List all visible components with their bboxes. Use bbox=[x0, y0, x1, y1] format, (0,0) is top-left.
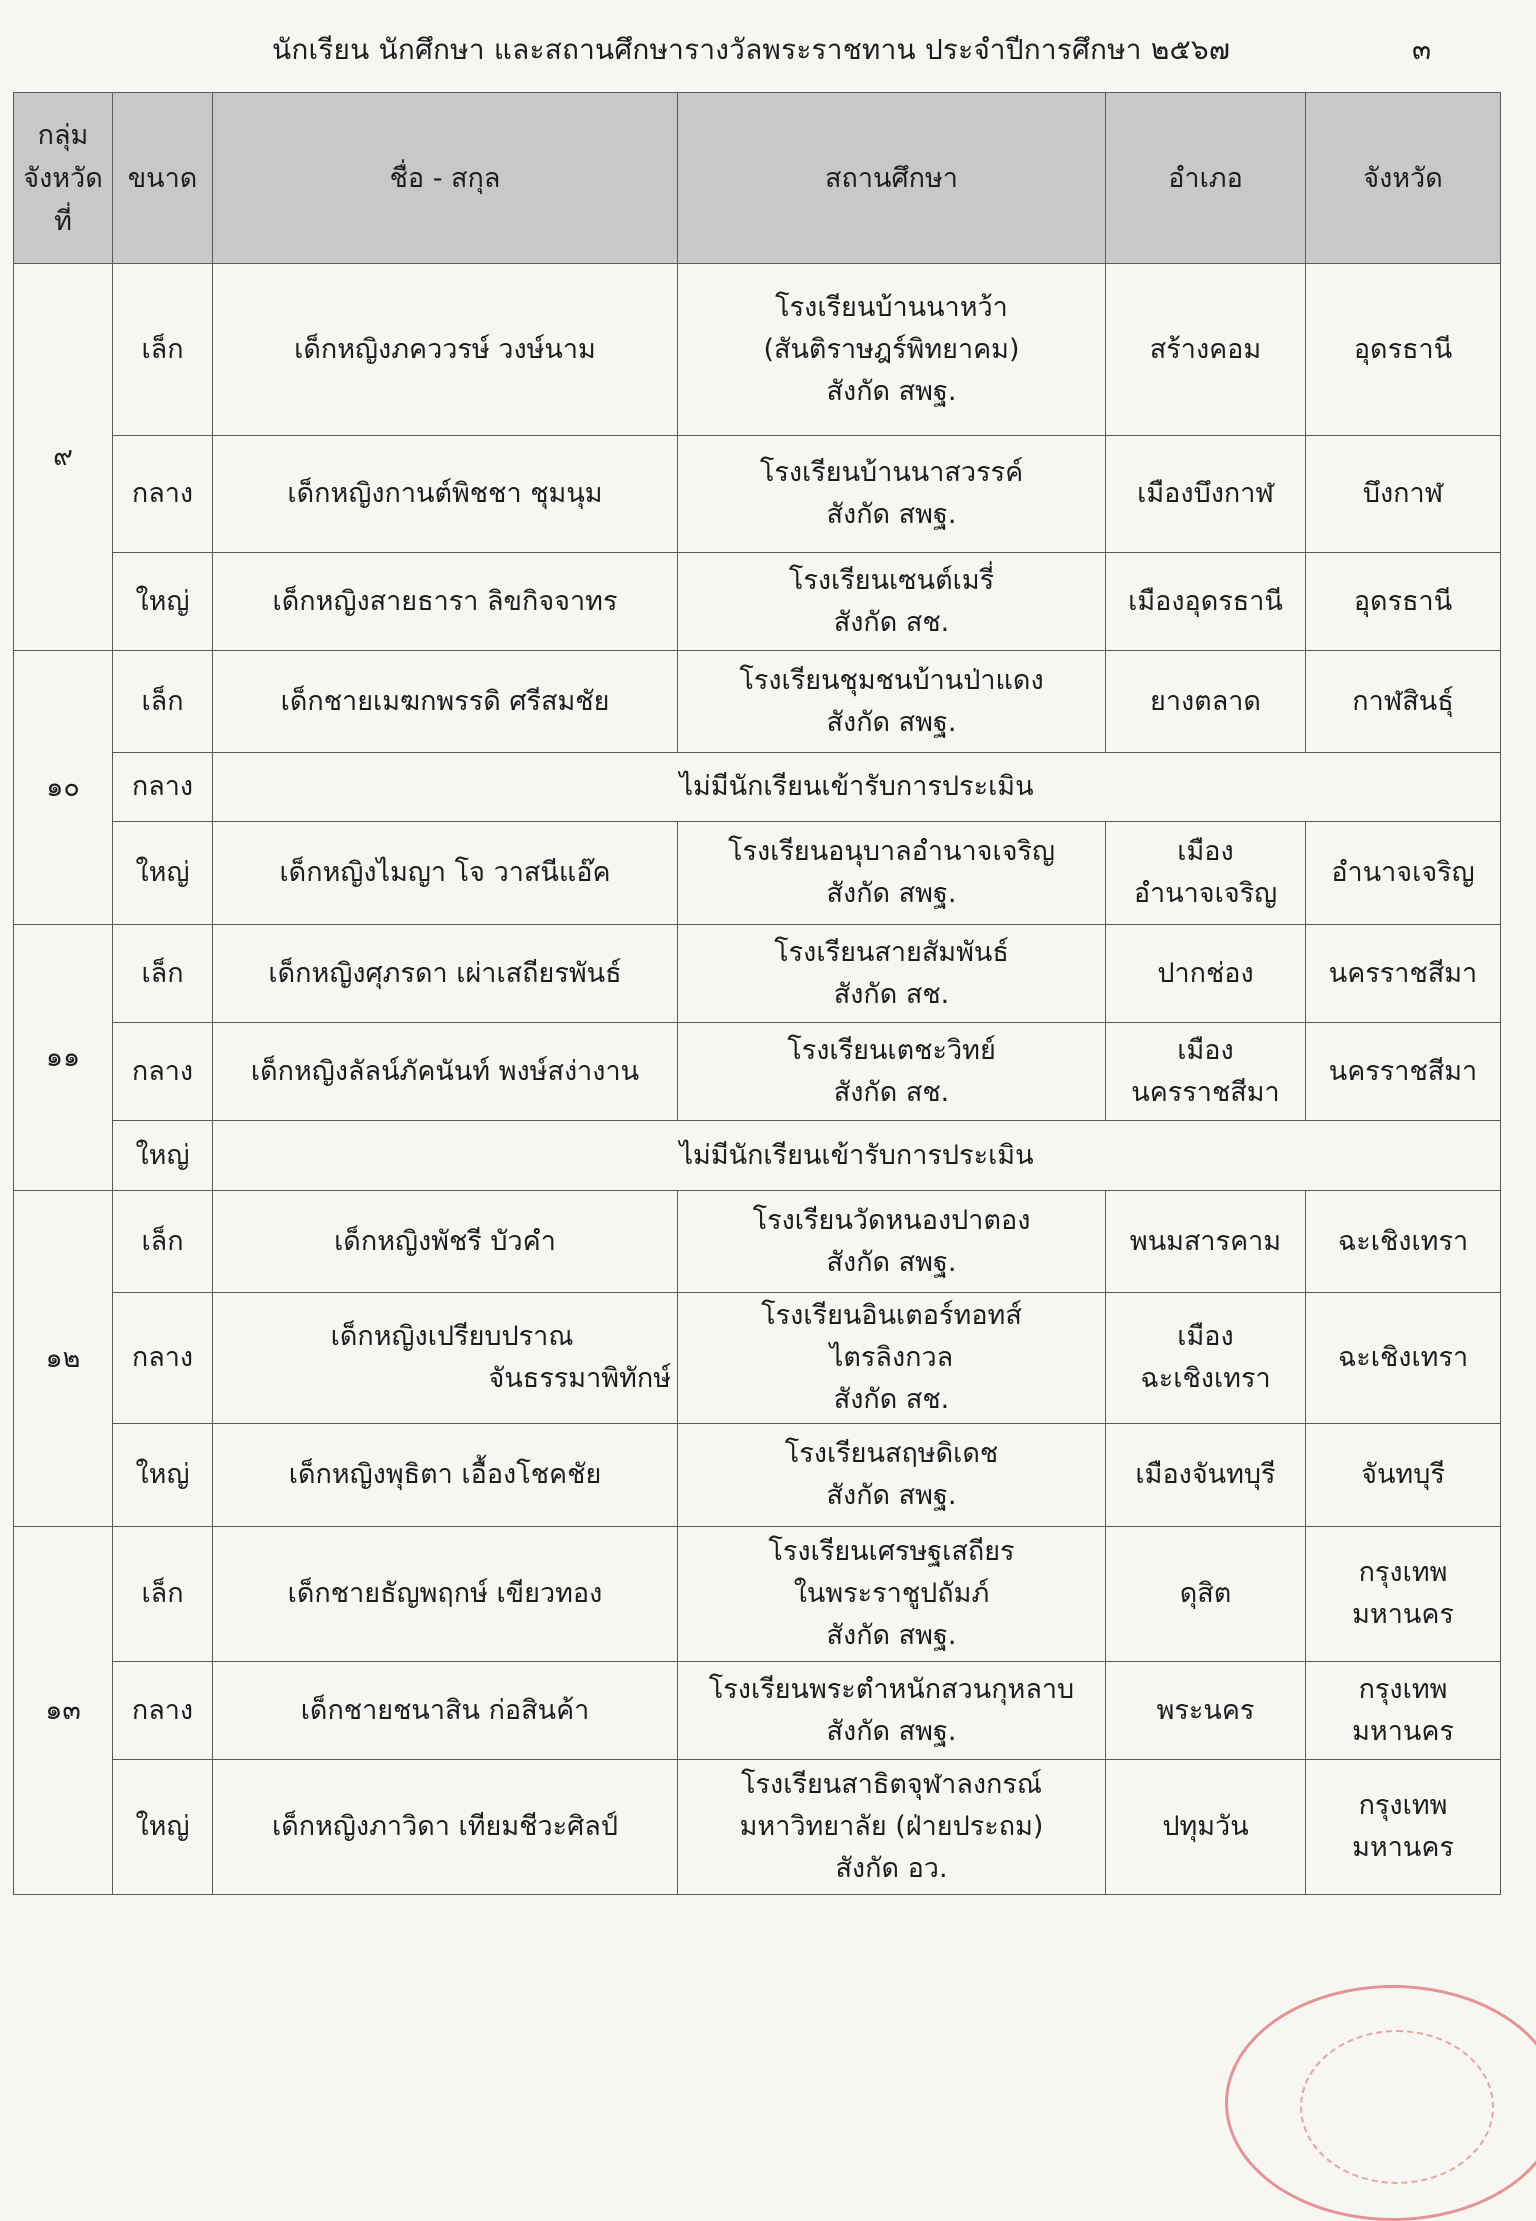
name-cell-line: เด็กหญิงลัลน์ภัคนันท์ พงษ์สง่างาน bbox=[250, 1055, 640, 1087]
school-cell bbox=[678, 1424, 1106, 1527]
name-cell-line: เด็กหญิงไมญา โจ วาสนีแอ๊ค bbox=[279, 857, 611, 888]
school-cell-line: โรงเรียนสาธิตจุฬาลงกรณ์ bbox=[741, 1769, 1042, 1800]
district-cell bbox=[1106, 651, 1306, 753]
name-cell-line: จันธรรมาพิทักษ์ bbox=[488, 1363, 671, 1394]
school-cell bbox=[678, 1662, 1106, 1760]
province-cell-line: นครราชสีมา bbox=[1328, 1055, 1478, 1087]
province-cell-line: มหานคร bbox=[1352, 1715, 1454, 1747]
school-cell bbox=[678, 1293, 1106, 1424]
school-cell-line: สังกัด สพฐ. bbox=[826, 878, 957, 909]
school-cell-line: สังกัด สพฐ. bbox=[826, 1246, 957, 1278]
size-cell: เล็ก bbox=[113, 1527, 213, 1662]
column-header-group bbox=[14, 93, 113, 264]
group-number-cell: ๑๓ bbox=[14, 1527, 113, 1895]
school-cell bbox=[678, 651, 1106, 753]
district-cell-line: พนมสารคาม bbox=[1129, 1225, 1282, 1257]
column-header-name: ชื่อ - สกุล bbox=[213, 93, 678, 264]
province-cell-line: กาฬสินธุ์ bbox=[1352, 685, 1454, 717]
group-number-cell: ๑๑ bbox=[14, 925, 113, 1191]
size-cell: เล็ก bbox=[113, 264, 213, 436]
no-entry-cell: ไม่มีนักเรียนเข้ารับการประเมิน bbox=[213, 753, 1501, 822]
school-cell-line: สังกัด อว. bbox=[835, 1853, 948, 1884]
table-row bbox=[14, 651, 1501, 753]
province-cell bbox=[1306, 822, 1501, 925]
table-row bbox=[14, 553, 1501, 651]
table-row bbox=[14, 264, 1501, 436]
school-cell bbox=[678, 1527, 1106, 1662]
province-cell bbox=[1306, 651, 1501, 753]
province-cell bbox=[1306, 1293, 1501, 1424]
no-entry-cell: ไม่มีนักเรียนเข้ารับการประเมิน bbox=[213, 1121, 1501, 1191]
size-cell: ใหญ่ bbox=[113, 553, 213, 651]
table-row bbox=[14, 436, 1501, 553]
province-cell bbox=[1306, 1760, 1501, 1895]
school-cell-line: โรงเรียนวัดหนองปาตอง bbox=[752, 1204, 1031, 1236]
size-cell: เล็ก bbox=[113, 925, 213, 1023]
province-cell-line: อุดรธานี bbox=[1353, 333, 1453, 365]
name-cell-line: เด็กหญิงพัชรี บัวคำ bbox=[334, 1225, 556, 1257]
province-cell bbox=[1306, 1191, 1501, 1293]
size-cell: กลาง bbox=[113, 436, 213, 553]
school-cell-line: สังกัด สช. bbox=[833, 1384, 950, 1415]
province-cell-line: จันทบุรี bbox=[1361, 1459, 1445, 1490]
table-body bbox=[14, 264, 1501, 1895]
name-cell bbox=[213, 1760, 678, 1895]
page-header bbox=[0, 0, 1536, 92]
size-cell: เล็ก bbox=[113, 1191, 213, 1293]
district-cell-line: ดุสิต bbox=[1179, 1578, 1232, 1609]
size-cell: กลาง bbox=[113, 1662, 213, 1760]
name-cell-line: เด็กชายชนาสิน ก่อสินค้า bbox=[300, 1694, 590, 1726]
district-cell bbox=[1106, 264, 1306, 436]
school-cell bbox=[678, 436, 1106, 553]
size-cell: กลาง bbox=[113, 1293, 213, 1424]
name-cell-line: เด็กหญิงสายธารา ลิขกิจจาทร bbox=[272, 585, 618, 617]
name-cell bbox=[213, 264, 678, 436]
name-cell bbox=[213, 436, 678, 553]
district-cell-line: เมืองจันทบุรี bbox=[1135, 1459, 1276, 1490]
school-cell-line: สังกัด สช. bbox=[833, 1076, 950, 1108]
page-title: นักเรียน นักศึกษา และสถานศึกษารางวัลพระราชทาน ประจำปีการศึกษา ๒๕๖๗ bbox=[272, 33, 1231, 66]
school-cell bbox=[678, 925, 1106, 1023]
column-header-group-line: จังหวัด bbox=[23, 162, 103, 194]
column-header-size: ขนาด bbox=[113, 93, 213, 264]
province-cell-line: อำนาจเจริญ bbox=[1331, 857, 1475, 888]
size-cell: ใหญ่ bbox=[113, 1424, 213, 1527]
group-number-cell: ๑๐ bbox=[14, 651, 113, 925]
name-cell-line: เด็กหญิงพุธิตา เอื้องโชคชัย bbox=[288, 1459, 602, 1490]
official-seal-stamp-inner bbox=[1300, 2030, 1494, 2184]
district-cell-line: เมืองบึงกาฬ bbox=[1137, 478, 1274, 509]
province-cell-line: ฉะเชิงเทรา bbox=[1337, 1342, 1469, 1373]
province-cell bbox=[1306, 925, 1501, 1023]
table-row bbox=[14, 1121, 1501, 1191]
district-cell-line: เมืองอุดรธานี bbox=[1128, 585, 1283, 617]
awards-table bbox=[13, 92, 1501, 1895]
school-cell-line: ในพระราชูปถัมภ์ bbox=[793, 1578, 990, 1609]
table-row bbox=[14, 753, 1501, 822]
district-cell-line: สร้างคอม bbox=[1149, 333, 1262, 365]
school-cell-line: สังกัด สพฐ. bbox=[826, 499, 957, 530]
table-row bbox=[14, 822, 1501, 925]
size-cell: ใหญ่ bbox=[113, 1121, 213, 1191]
school-cell bbox=[678, 1191, 1106, 1293]
school-cell-line: (สันติราษฎร์พิทยาคม) bbox=[763, 333, 1020, 365]
size-cell: ใหญ่ bbox=[113, 1760, 213, 1895]
province-cell-line: นครราชสีมา bbox=[1328, 957, 1478, 989]
province-cell bbox=[1306, 1023, 1501, 1121]
district-cell bbox=[1106, 1293, 1306, 1424]
page-number: ๓ bbox=[1412, 33, 1432, 66]
district-cell-line: อำนาจเจริญ bbox=[1133, 878, 1278, 909]
size-cell: เล็ก bbox=[113, 651, 213, 753]
name-cell-line: เด็กหญิงเปรียบปราณ bbox=[330, 1321, 574, 1352]
district-cell bbox=[1106, 1760, 1306, 1895]
table-row bbox=[14, 1023, 1501, 1121]
school-cell-line: โรงเรียนสายสัมพันธ์ bbox=[774, 936, 1009, 968]
province-cell-line: กรุงเทพ bbox=[1358, 1673, 1448, 1705]
province-cell-line: กรุงเทพ bbox=[1358, 1790, 1448, 1821]
province-cell bbox=[1306, 1662, 1501, 1760]
province-cell-line: กรุงเทพ bbox=[1358, 1557, 1448, 1588]
name-cell bbox=[213, 1293, 678, 1424]
table-row bbox=[14, 1191, 1501, 1293]
table-header-row bbox=[14, 93, 1501, 264]
district-cell-line: นครราชสีมา bbox=[1131, 1076, 1280, 1108]
district-cell-line: ยางตลาด bbox=[1150, 685, 1261, 717]
name-cell bbox=[213, 1191, 678, 1293]
group-number-cell: ๙ bbox=[14, 264, 113, 651]
province-cell bbox=[1306, 264, 1501, 436]
column-header-district: อำเภอ bbox=[1106, 93, 1306, 264]
school-cell-line: สังกัด สพฐ. bbox=[826, 1480, 957, 1511]
group-number-cell: ๑๒ bbox=[14, 1191, 113, 1527]
school-cell-line: สังกัด สพฐ. bbox=[826, 1715, 957, 1747]
name-cell bbox=[213, 1662, 678, 1760]
column-header-group-line: กลุ่ม bbox=[37, 119, 89, 151]
province-cell-line: ฉะเชิงเทรา bbox=[1337, 1225, 1469, 1257]
school-cell bbox=[678, 264, 1106, 436]
district-cell bbox=[1106, 822, 1306, 925]
table-row bbox=[14, 1293, 1501, 1424]
table-row bbox=[14, 925, 1501, 1023]
name-cell bbox=[213, 553, 678, 651]
name-cell-line: เด็กชายเมฆกพรรดิ ศรีสมชัย bbox=[280, 685, 610, 717]
district-cell bbox=[1106, 1023, 1306, 1121]
district-cell bbox=[1106, 1662, 1306, 1760]
school-cell-line: โรงเรียนบ้านนาสวรรค์ bbox=[759, 457, 1024, 488]
district-cell bbox=[1106, 1424, 1306, 1527]
name-cell bbox=[213, 651, 678, 753]
school-cell-line: สังกัด สช. bbox=[833, 978, 950, 1010]
district-cell bbox=[1106, 436, 1306, 553]
district-cell bbox=[1106, 553, 1306, 651]
name-cell bbox=[213, 1023, 678, 1121]
name-cell-line: เด็กหญิงภคววรษ์ วงษ์นาม bbox=[294, 333, 596, 365]
province-cell-line: บึงกาฬ bbox=[1362, 478, 1444, 509]
name-cell bbox=[213, 1527, 678, 1662]
province-cell-line: มหานคร bbox=[1352, 1599, 1454, 1630]
name-cell bbox=[213, 925, 678, 1023]
school-cell-line: โรงเรียนบ้านนาหว้า bbox=[775, 291, 1008, 323]
school-cell bbox=[678, 1760, 1106, 1895]
district-cell-line: ฉะเชิงเทรา bbox=[1140, 1363, 1271, 1394]
official-seal-stamp bbox=[1225, 1985, 1536, 2221]
school-cell-line: โรงเรียนเซนต์เมรี่ bbox=[788, 564, 995, 596]
name-cell-line: เด็กหญิงภาวิดา เทียมชีวะศิลป์ bbox=[272, 1811, 618, 1842]
size-cell: กลาง bbox=[113, 1023, 213, 1121]
name-cell bbox=[213, 1424, 678, 1527]
school-cell-line: โรงเรียนอนุบาลอำนาจเจริญ bbox=[727, 836, 1056, 867]
school-cell-line: โรงเรียนชุมชนบ้านป่าแดง bbox=[739, 664, 1044, 696]
table-row bbox=[14, 1424, 1501, 1527]
school-cell-line: โรงเรียนสฤษดิเดช bbox=[784, 1438, 999, 1469]
school-cell bbox=[678, 822, 1106, 925]
district-cell bbox=[1106, 1527, 1306, 1662]
school-cell bbox=[678, 553, 1106, 651]
size-cell: กลาง bbox=[113, 753, 213, 822]
district-cell-line: พระนคร bbox=[1156, 1694, 1255, 1726]
district-cell bbox=[1106, 925, 1306, 1023]
district-cell-line: เมือง bbox=[1177, 1321, 1234, 1352]
table-row bbox=[14, 1527, 1501, 1662]
province-cell bbox=[1306, 553, 1501, 651]
district-cell-line: ปทุมวัน bbox=[1162, 1811, 1249, 1842]
school-cell bbox=[678, 1023, 1106, 1121]
province-cell-line: มหานคร bbox=[1352, 1832, 1454, 1863]
size-cell: ใหญ่ bbox=[113, 822, 213, 925]
school-cell-line: โรงเรียนเตชะวิทย์ bbox=[787, 1034, 996, 1066]
province-cell bbox=[1306, 1527, 1501, 1662]
school-cell-line: โรงเรียนพระตำหนักสวนกุหลาบ bbox=[708, 1673, 1075, 1705]
school-cell-line: โรงเรียนเศรษฐเสถียร bbox=[768, 1536, 1015, 1567]
name-cell bbox=[213, 822, 678, 925]
province-cell-line: อุดรธานี bbox=[1353, 585, 1453, 617]
school-cell-line: สังกัด สพฐ. bbox=[826, 1620, 957, 1651]
name-cell-line: เด็กหญิงกานต์พิชชา ชุมนุม bbox=[287, 478, 603, 509]
name-cell-line: เด็กชายธัญพฤกษ์ เขียวทอง bbox=[287, 1578, 603, 1609]
district-cell-line: เมือง bbox=[1177, 1034, 1234, 1066]
column-header-group-line: ที่ bbox=[54, 205, 72, 237]
district-cell bbox=[1106, 1191, 1306, 1293]
column-header-province: จังหวัด bbox=[1306, 93, 1501, 264]
province-cell bbox=[1306, 436, 1501, 553]
table-row bbox=[14, 1760, 1501, 1895]
school-cell-line: สังกัด สช. bbox=[833, 606, 950, 638]
school-cell-line: โรงเรียนอินเตอร์ทอทส์ bbox=[761, 1300, 1022, 1331]
school-cell-line: สังกัด สพฐ. bbox=[826, 375, 957, 407]
district-cell-line: ปากช่อง bbox=[1157, 957, 1254, 989]
district-cell-line: เมือง bbox=[1177, 836, 1234, 867]
province-cell bbox=[1306, 1424, 1501, 1527]
school-cell-line: ไตรลิงกวล bbox=[829, 1342, 954, 1373]
name-cell-line: เด็กหญิงศุภรดา เผ่าเสถียรพันธ์ bbox=[268, 957, 622, 989]
school-cell-line: สังกัด สพฐ. bbox=[826, 706, 957, 738]
school-cell-line: มหาวิทยาลัย (ฝ่ายประถม) bbox=[739, 1811, 1044, 1842]
column-header-school: สถานศึกษา bbox=[678, 93, 1106, 264]
table-row bbox=[14, 1662, 1501, 1760]
